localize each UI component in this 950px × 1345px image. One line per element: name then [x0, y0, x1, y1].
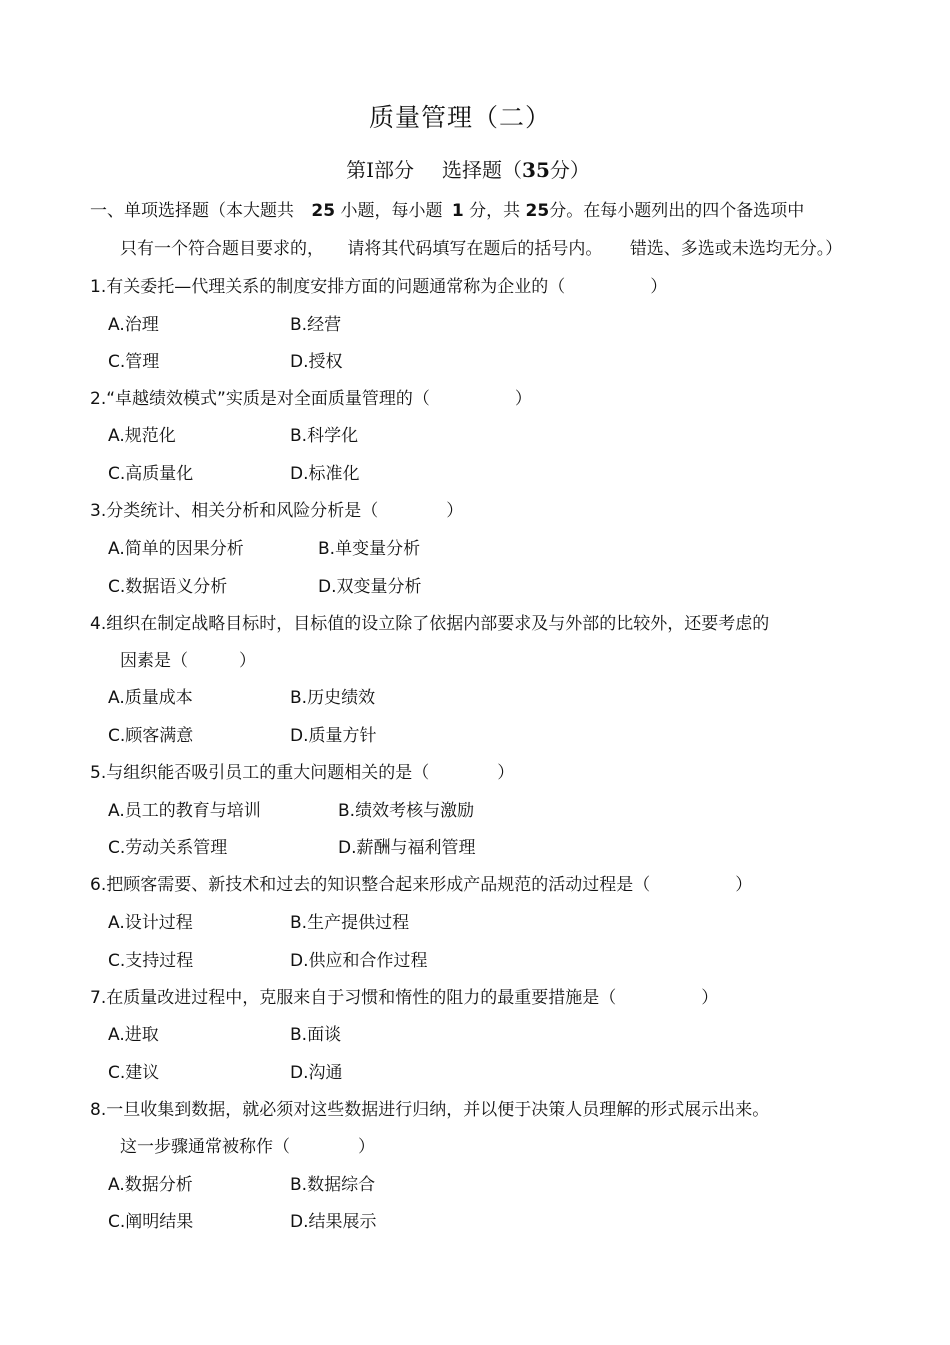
question-3-option-d: D.双变量分析: [318, 577, 422, 597]
question-8-option-b: B.数据综合: [290, 1175, 376, 1195]
question-2-stem: 2.“卓越绩效模式”实质是对全面质量管理的（ ）: [90, 389, 532, 409]
part-name: 选择题（: [442, 158, 523, 182]
question-4-stem-continued: 因素是（ ）: [120, 651, 256, 671]
question-4-option-a: A.质量成本: [108, 688, 193, 708]
section-instruction-line-1: 一、单项选择题（本大题共 25 小题，每小题 1 分，共 25分。在每小题列出的四个备选项中: [90, 201, 805, 221]
question-2-option-c: C.高质量化: [108, 464, 194, 484]
section-instruction-line-2: 只有一个符合题目要求的， 请将其代码填写在题后的括号内。 错选、多选或未选均无分。）: [120, 239, 843, 259]
question-8-stem: 8.一旦收集到数据，就必须对这些数据进行归纳，并以便于决策人员理解的形式展示出来。: [90, 1100, 770, 1120]
question-6-option-c: C.支持过程: [108, 951, 194, 971]
question-6-option-d: D.供应和合作过程: [290, 951, 428, 971]
question-1-option-b: B.经营: [290, 315, 342, 335]
question-3-stem: 3.分类统计、相关分析和风险分析是（ ）: [90, 501, 464, 521]
question-2-option-a: A.规范化: [108, 426, 176, 446]
question-7-option-a: A.进取: [108, 1025, 159, 1045]
document-title: 质量管理（二）: [368, 103, 551, 132]
part-score: 35: [522, 158, 550, 182]
question-8-option-a: A.数据分析: [108, 1175, 193, 1195]
question-8-option-c: C.阐明结果: [108, 1212, 194, 1232]
question-8-stem-continued: 这一步骤通常被称作（ ）: [120, 1137, 375, 1157]
question-1-stem: 1.有关委托—代理关系的制度安排方面的问题通常称为企业的（ ）: [90, 277, 668, 297]
question-1-option-c: C.管理: [108, 352, 160, 372]
question-4-stem: 4.组织在制定战略目标时，目标值的设立除了依据内部要求及与外部的比较外，还要考虑的: [90, 614, 770, 634]
question-1-option-d: D.授权: [290, 352, 343, 372]
question-1-option-a: A.治理: [108, 315, 159, 335]
question-8-option-d: D.结果展示: [290, 1212, 377, 1232]
question-5-option-a: A.员工的教育与培训: [108, 801, 261, 821]
question-4-option-d: D.质量方针: [290, 726, 377, 746]
question-5-option-d: D.薪酬与福利管理: [338, 838, 476, 858]
question-6-option-b: B.生产提供过程: [290, 913, 410, 933]
question-4-option-c: C.顾客满意: [108, 726, 194, 746]
question-7-option-c: C.建议: [108, 1063, 160, 1083]
question-5-option-c: C.劳动关系管理: [108, 838, 228, 858]
question-5-stem: 5.与组织能否吸引员工的重大问题相关的是（ ）: [90, 763, 515, 783]
question-3-option-b: B.单变量分析: [318, 539, 421, 559]
question-7-option-b: B.面谈: [290, 1025, 342, 1045]
question-4-option-b: B.历史绩效: [290, 688, 376, 708]
question-6-stem: 6.把顾客需要、新技术和过去的知识整合起来形成产品规范的活动过程是（ ）: [90, 875, 753, 895]
question-7-stem: 7.在质量改进过程中，克服来自于习惯和惰性的阻力的最重要措施是（ ）: [90, 988, 719, 1008]
question-2-option-b: B.科学化: [290, 426, 359, 446]
part-heading: [0, 154, 936, 183]
question-5-option-b: B.绩效考核与激励: [338, 801, 475, 821]
question-3-option-a: A.简单的因果分析: [108, 539, 244, 559]
part-suffix: 分）: [549, 158, 590, 182]
question-3-option-c: C.数据语义分析: [108, 577, 228, 597]
question-6-option-a: A.设计过程: [108, 913, 193, 933]
part-prefix: 第Ⅰ部分: [346, 158, 415, 182]
question-7-option-d: D.沟通: [290, 1063, 343, 1083]
question-2-option-d: D.标准化: [290, 464, 360, 484]
